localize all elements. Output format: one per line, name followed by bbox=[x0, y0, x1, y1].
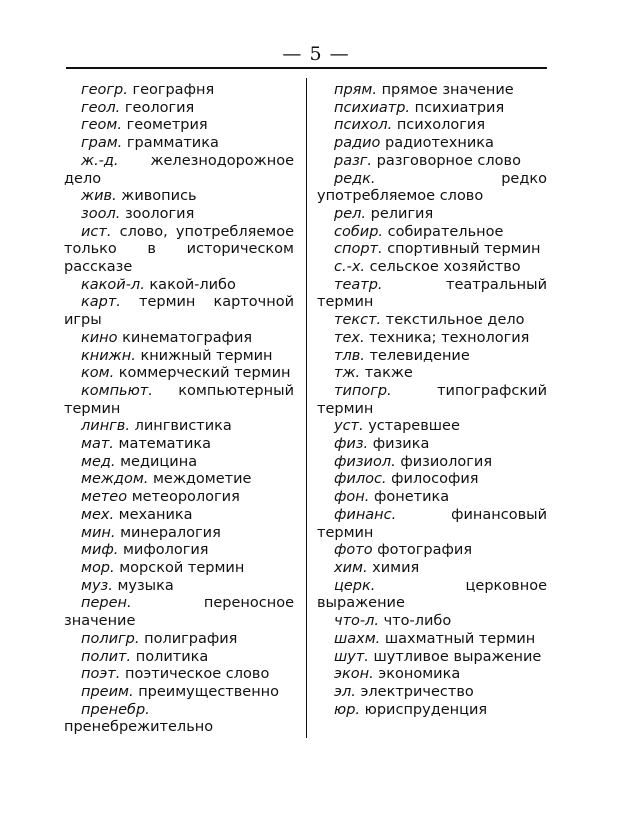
abbreviation-entry bbox=[317, 418, 547, 436]
abbreviation: полит. bbox=[81, 648, 132, 665]
abbreviation: редк. bbox=[334, 170, 376, 187]
page-number: — 5 — bbox=[282, 43, 350, 65]
abbreviation-meaning: также bbox=[364, 365, 413, 382]
abbreviation-entry bbox=[317, 330, 547, 348]
abbreviation: физиол. bbox=[334, 453, 396, 470]
abbreviation: междом. bbox=[81, 471, 149, 488]
abbreviation-entry bbox=[317, 436, 547, 454]
abbreviation-entry bbox=[64, 135, 294, 153]
abbreviation-entry bbox=[64, 383, 294, 418]
abbreviation: разг. bbox=[334, 152, 373, 169]
abbreviation-entry bbox=[317, 542, 547, 560]
abbreviation: радио bbox=[334, 135, 381, 152]
abbreviation: жив. bbox=[81, 188, 117, 205]
abbreviation-meaning: кинематография bbox=[122, 329, 253, 346]
abbreviation: мех. bbox=[81, 506, 115, 523]
abbreviation-meaning: морской термин bbox=[119, 559, 245, 576]
abbreviation-entry bbox=[317, 259, 547, 277]
abbreviation-meaning: политика bbox=[135, 648, 209, 665]
abbreviation-meaning: разговорное слово bbox=[376, 152, 521, 169]
abbreviation: геом. bbox=[81, 117, 122, 134]
abbreviation: спорт. bbox=[334, 241, 383, 258]
abbreviation: церк. bbox=[334, 577, 376, 594]
abbreviation: лингв. bbox=[81, 418, 130, 435]
abbreviation-entry bbox=[64, 471, 294, 489]
abbreviation-entry bbox=[64, 100, 294, 118]
abbreviation: какой-л. bbox=[81, 276, 145, 293]
abbreviation-entry bbox=[317, 348, 547, 366]
abbreviation: компьют. bbox=[81, 382, 153, 399]
abbreviation-entry bbox=[317, 171, 547, 206]
abbreviation-entry bbox=[64, 82, 294, 100]
abbreviation-meaning: метеорология bbox=[131, 489, 240, 506]
abbreviation: фон. bbox=[334, 489, 370, 506]
abbreviation-meaning: философия bbox=[391, 471, 479, 488]
abbreviation: метео bbox=[81, 489, 128, 506]
abbreviation: мор. bbox=[81, 559, 115, 576]
abbreviation: хим. bbox=[334, 559, 368, 576]
abbreviation-entry bbox=[64, 365, 294, 383]
abbreviation-meaning: междометие bbox=[152, 471, 252, 488]
abbreviation-entry bbox=[317, 135, 547, 153]
abbreviation: мин. bbox=[81, 524, 116, 541]
abbreviation-meaning: пренебрежительно bbox=[64, 719, 214, 736]
abbreviation: полигр. bbox=[81, 630, 140, 647]
abbreviation-meaning: экономика bbox=[378, 666, 461, 683]
abbreviation-entry bbox=[64, 330, 294, 348]
abbreviation: пренебр. bbox=[81, 701, 150, 718]
abbreviation: уст. bbox=[334, 418, 364, 435]
abbreviation: прям. bbox=[334, 82, 377, 98]
abbreviation: шут. bbox=[334, 648, 369, 665]
abbreviation-meaning: церковное выражение bbox=[317, 577, 547, 612]
abbreviation-meaning: слово, употребляемое только в историческом рассказе bbox=[64, 223, 294, 276]
abbreviation: физ. bbox=[334, 436, 369, 453]
abbreviation-meaning: собирательное bbox=[387, 223, 504, 240]
abbreviation: геол. bbox=[81, 99, 121, 116]
abbreviation: кино bbox=[81, 329, 118, 346]
abbreviation-entry bbox=[317, 82, 547, 100]
abbreviation-meaning: какой-либо bbox=[149, 276, 236, 293]
abbreviation-entry bbox=[317, 578, 547, 613]
abbreviation-meaning: переносное значение bbox=[64, 595, 294, 630]
abbreviation-entry bbox=[64, 188, 294, 206]
abbreviation-entry bbox=[317, 153, 547, 171]
abbreviation-entry bbox=[64, 684, 294, 702]
abbreviation-entry bbox=[64, 578, 294, 596]
abbreviation-meaning: живопись bbox=[121, 188, 197, 205]
abbreviation-entry bbox=[64, 224, 294, 277]
abbreviation: шахм. bbox=[334, 630, 381, 647]
abbreviation: текст. bbox=[334, 312, 382, 329]
abbreviation: театр. bbox=[334, 276, 383, 293]
abbreviations-left-column bbox=[64, 82, 294, 737]
abbreviation-meaning: химия bbox=[372, 559, 420, 576]
abbreviation-meaning: мифология bbox=[122, 542, 209, 559]
abbreviation: мат. bbox=[81, 436, 114, 453]
abbreviation: тж. bbox=[334, 365, 361, 382]
abbreviation-meaning: юриспруденция bbox=[364, 701, 488, 718]
abbreviation-entry bbox=[64, 560, 294, 578]
abbreviation-meaning: сельское хозяйство bbox=[369, 259, 521, 276]
abbreviation-entry bbox=[64, 666, 294, 684]
abbreviation: тех. bbox=[334, 329, 365, 346]
abbreviation-meaning: книжный термин bbox=[140, 347, 273, 364]
abbreviation: перен. bbox=[81, 595, 132, 612]
abbreviation-entry bbox=[317, 613, 547, 631]
abbreviation-entry bbox=[317, 702, 547, 720]
abbreviation: ж.-д. bbox=[81, 152, 119, 169]
abbreviation-meaning: что-либо bbox=[383, 613, 452, 630]
abbreviation: книжн. bbox=[81, 347, 136, 364]
abbreviation-meaning: психиатрия bbox=[414, 99, 505, 116]
abbreviation: ком. bbox=[81, 365, 115, 382]
abbreviations-right-column bbox=[317, 82, 547, 719]
abbreviation-meaning: грамматика bbox=[126, 135, 219, 152]
abbreviation-entry bbox=[64, 649, 294, 667]
abbreviation-entry bbox=[317, 206, 547, 224]
abbreviation-entry bbox=[317, 684, 547, 702]
abbreviation-meaning: техника; технология bbox=[369, 329, 530, 346]
abbreviation-entry bbox=[317, 312, 547, 330]
abbreviation-meaning: радиотехника bbox=[385, 135, 494, 152]
abbreviation-meaning: географня bbox=[132, 82, 215, 98]
abbreviation-meaning: физика bbox=[372, 436, 430, 453]
abbreviation-meaning: прямое значение bbox=[381, 82, 514, 98]
abbreviation-meaning: математика bbox=[118, 436, 212, 453]
abbreviation-entry bbox=[64, 595, 294, 630]
abbreviation: финанс. bbox=[334, 506, 397, 523]
abbreviation-meaning: электричество bbox=[360, 683, 474, 700]
abbreviation: психол. bbox=[334, 117, 393, 134]
abbreviation-entry bbox=[317, 277, 547, 312]
abbreviation-meaning: механика bbox=[118, 506, 193, 523]
abbreviation: психиатр. bbox=[334, 99, 411, 116]
abbreviation-meaning: поэтическое слово bbox=[124, 666, 270, 683]
abbreviation-meaning: зоология bbox=[124, 205, 195, 222]
abbreviation-meaning: геометрия bbox=[126, 117, 208, 134]
abbreviation-entry bbox=[64, 507, 294, 525]
abbreviation-entry bbox=[317, 649, 547, 667]
abbreviation: муз. bbox=[81, 577, 113, 594]
abbreviation-entry bbox=[64, 542, 294, 560]
abbreviation-meaning: устаревшее bbox=[368, 418, 460, 435]
abbreviation: рел. bbox=[334, 205, 367, 222]
abbreviation-meaning: компьютерный термин bbox=[64, 382, 294, 417]
abbreviation-meaning: термин карточной игры bbox=[64, 294, 295, 329]
abbreviation-entry bbox=[317, 489, 547, 507]
abbreviation-entry bbox=[317, 560, 547, 578]
abbreviation-meaning: телевидение bbox=[369, 347, 470, 364]
abbreviation-entry bbox=[317, 507, 547, 542]
abbreviation: миф. bbox=[81, 542, 119, 559]
abbreviation-meaning: минералогия bbox=[120, 524, 221, 541]
abbreviation-meaning: психология bbox=[396, 117, 486, 134]
abbreviation: собир. bbox=[334, 223, 384, 240]
abbreviation: с.-х. bbox=[334, 259, 366, 276]
abbreviation-meaning: театральный термин bbox=[317, 276, 547, 311]
abbreviation: ист. bbox=[81, 223, 112, 240]
abbreviation-entry bbox=[317, 241, 547, 259]
abbreviation-meaning: текстильное дело bbox=[385, 312, 525, 329]
abbreviation-entry bbox=[317, 666, 547, 684]
abbreviation-meaning: шахматный термин bbox=[384, 630, 536, 647]
abbreviation: фото bbox=[334, 542, 373, 559]
abbreviation-meaning: спортивный термин bbox=[387, 241, 541, 258]
abbreviation: поэт. bbox=[81, 666, 121, 683]
abbreviation: что-л. bbox=[334, 613, 379, 630]
abbreviation-entry bbox=[64, 117, 294, 135]
abbreviation-meaning: полиграфия bbox=[144, 630, 238, 647]
abbreviation-meaning: медицина bbox=[120, 453, 198, 470]
abbreviation-entry bbox=[317, 383, 547, 418]
abbreviation-meaning: коммерческий термин bbox=[118, 365, 291, 382]
column-divider bbox=[306, 78, 307, 738]
abbreviation-meaning: редко употребляемое слово bbox=[317, 170, 547, 205]
abbreviation-meaning: шутливое выражение bbox=[373, 648, 542, 665]
abbreviation-entry bbox=[64, 454, 294, 472]
abbreviation: карт. bbox=[81, 294, 121, 311]
abbreviation-entry bbox=[64, 277, 294, 295]
abbreviation: эл. bbox=[334, 683, 356, 700]
abbreviation-entry bbox=[64, 525, 294, 543]
abbreviation-entry bbox=[64, 153, 294, 188]
abbreviation: преим. bbox=[81, 683, 134, 700]
abbreviation-entry bbox=[64, 436, 294, 454]
abbreviation-meaning: железнодорожное дело bbox=[64, 152, 294, 187]
abbreviation-meaning: музыка bbox=[117, 577, 174, 594]
abbreviation-entry bbox=[317, 631, 547, 649]
abbreviation: филос. bbox=[334, 471, 387, 488]
abbreviation-entry bbox=[64, 294, 294, 329]
abbreviation-meaning: типографский термин bbox=[317, 382, 547, 417]
abbreviation-meaning: финансовый термин bbox=[317, 506, 547, 541]
abbreviation-entry bbox=[64, 348, 294, 366]
abbreviation: юр. bbox=[334, 701, 361, 718]
abbreviation-meaning: лингвистика bbox=[134, 418, 232, 435]
abbreviation: тлв. bbox=[334, 347, 365, 364]
abbreviation-meaning: фонетика bbox=[373, 489, 450, 506]
abbreviation-meaning: фотография bbox=[377, 542, 473, 559]
abbreviation-meaning: преимущественно bbox=[138, 683, 280, 700]
abbreviation-entry bbox=[317, 471, 547, 489]
abbreviation-entry bbox=[317, 117, 547, 135]
abbreviation-entry bbox=[64, 631, 294, 649]
abbreviation-entry bbox=[317, 100, 547, 118]
abbreviation-entry bbox=[64, 206, 294, 224]
abbreviation: зоол. bbox=[81, 205, 121, 222]
abbreviation-meaning: физиология bbox=[400, 453, 493, 470]
abbreviation: экон. bbox=[334, 666, 374, 683]
abbreviation: геогр. bbox=[81, 82, 128, 98]
abbreviation-entry bbox=[64, 489, 294, 507]
header-rule bbox=[66, 67, 547, 69]
abbreviation-entry bbox=[64, 702, 294, 737]
abbreviation-entry bbox=[64, 418, 294, 436]
abbreviation: типогр. bbox=[334, 382, 392, 399]
abbreviation: грам. bbox=[81, 135, 123, 152]
abbreviation-entry bbox=[317, 224, 547, 242]
abbreviation-entry bbox=[317, 454, 547, 472]
abbreviation-entry bbox=[317, 365, 547, 383]
abbreviation-meaning: геология bbox=[124, 99, 195, 116]
abbreviation: мед. bbox=[81, 453, 116, 470]
abbreviation-meaning: религия bbox=[370, 205, 434, 222]
